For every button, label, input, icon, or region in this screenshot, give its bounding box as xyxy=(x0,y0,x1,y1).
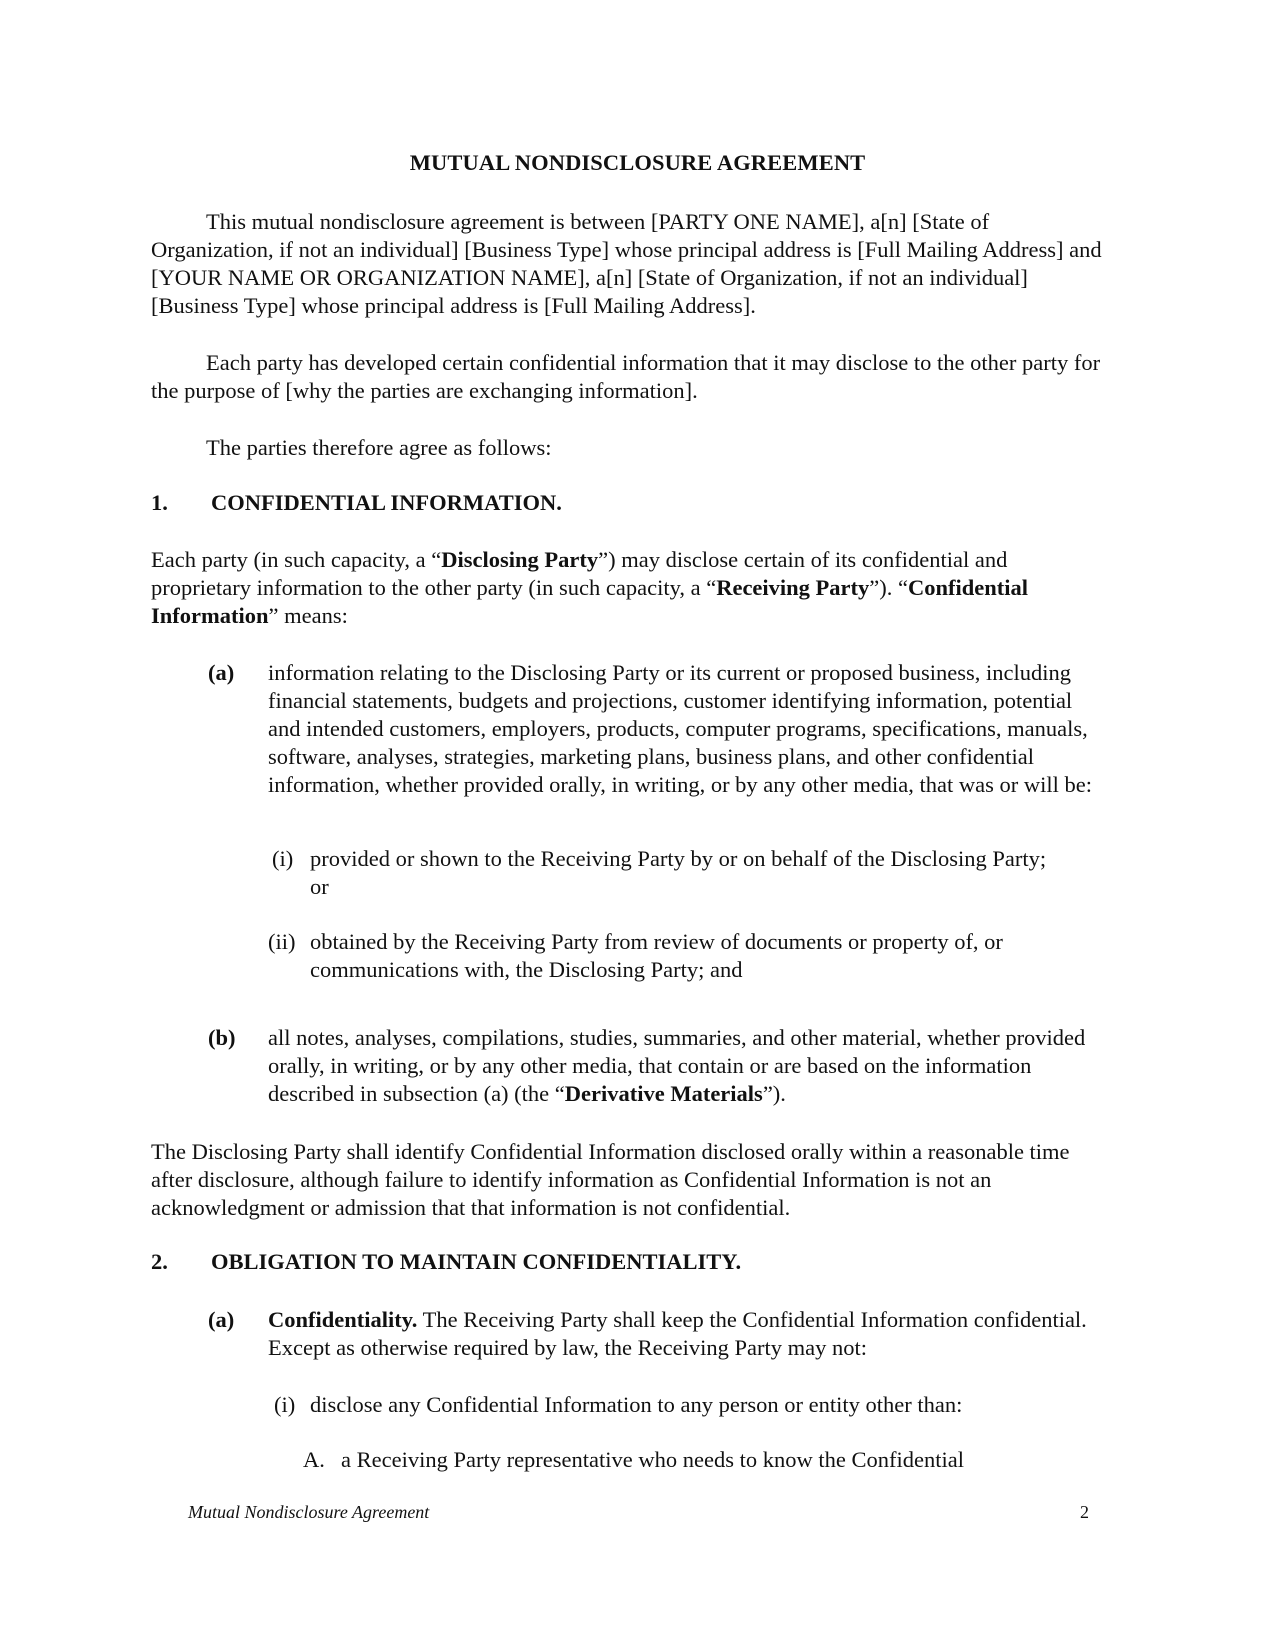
text-fragment: ” means: xyxy=(268,603,348,628)
section-number: 2. xyxy=(151,1249,168,1274)
subitem-label: (i) xyxy=(272,846,294,871)
subitem-text: obtained by the Receiving Party from review of documents or property of, or communications with, the Disclosing Party; and xyxy=(310,929,1003,982)
agreement-paragraph: The parties therefore agree as follows: xyxy=(206,435,552,460)
footer-page-number: 2 xyxy=(1080,1502,1089,1522)
section-2-heading xyxy=(151,1248,741,1276)
subsubitem-label: A. xyxy=(303,1447,325,1472)
text-fragment: ”). “ xyxy=(869,575,908,600)
text-fragment: The Receiving Party shall keep the Confidential Information confidential. Except as otherwise required by law, the Receiving Party may not: xyxy=(268,1307,1087,1360)
defined-term-confidential-information: Confidential Information xyxy=(151,575,1029,628)
intro-paragraph: This mutual nondisclosure agreement is between [PARTY ONE NAME], a[n] [State of Organization, if not an individual] [Business Type] whose principal address is [Full Mailing Address] and [YOUR NAME OR ORGANIZATION NAME], a[n] [State of Organization, if not an individual] [Business Type] whose principal address is [Full Mailing Address]. xyxy=(151,209,1102,318)
subitem-label: (ii) xyxy=(268,929,296,954)
item-label: (a) xyxy=(208,1307,235,1332)
text-fragment: ”) may disclose certain of its confidential and proprietary information to the other party (in such capacity, a “ xyxy=(151,547,1008,600)
text-fragment: Each party (in such capacity, a “ xyxy=(151,547,442,572)
text-fragment: all notes, analyses, compilations, studies, summaries, and other material, whether provided orally, in writing, or by any other media, that contain or are based on the information described in subsection (a) (the “ xyxy=(268,1025,1086,1106)
subsubitem-text: a Receiving Party representative who needs to know the Confidential xyxy=(341,1447,964,1472)
section-title: OBLIGATION TO MAINTAIN CONFIDENTIALITY. xyxy=(211,1249,742,1274)
footer-document-title: Mutual Nondisclosure Agreement xyxy=(188,1502,430,1522)
defined-term-derivative-materials: Derivative Materials xyxy=(564,1081,763,1106)
text-fragment: ”). xyxy=(762,1081,786,1106)
section-1-intro xyxy=(151,546,1101,630)
item-lead-term: Confidentiality. xyxy=(268,1307,418,1332)
item-label: (a) xyxy=(208,660,235,685)
item-label: (b) xyxy=(208,1025,236,1050)
defined-term-receiving-party: Receiving Party xyxy=(716,575,870,600)
section-number: 1. xyxy=(151,490,168,515)
section-1-heading xyxy=(151,489,562,517)
section-1-closing-paragraph: The Disclosing Party shall identify Confidential Information disclosed orally within a reasonable time after disclosure, although failure to identify information as Confidential Information is not an acknowledgment or admission that that information is not confidential. xyxy=(151,1139,1070,1220)
item-text xyxy=(268,1024,1123,1108)
subitem-label: (i) xyxy=(274,1392,296,1417)
subitem-text: disclose any Confidential Information to any person or entity other than: xyxy=(310,1392,963,1417)
item-text xyxy=(268,1306,1088,1362)
document-title: MUTUAL NONDISCLOSURE AGREEMENT xyxy=(409,150,866,175)
subitem-text: provided or shown to the Receiving Party by or on behalf of the Disclosing Party; or xyxy=(310,846,1047,899)
section-title: CONFIDENTIAL INFORMATION. xyxy=(211,490,562,515)
item-text: information relating to the Disclosing Party or its current or proposed business, including financial statements, budgets and projections, customer identifying information, potential and intended customers, employers, products, computer programs, specifications, manuals, software, analyses, strategies, marketing plans, business plans, and other confidential information, whether provided orally, in writing, or by any other media, that was or will be: xyxy=(268,660,1092,797)
purpose-paragraph: Each party has developed certain confidential information that it may disclose to the other party for the purpose of [why the parties are exchanging information]. xyxy=(151,350,1101,403)
defined-term-disclosing-party: Disclosing Party xyxy=(441,547,599,572)
